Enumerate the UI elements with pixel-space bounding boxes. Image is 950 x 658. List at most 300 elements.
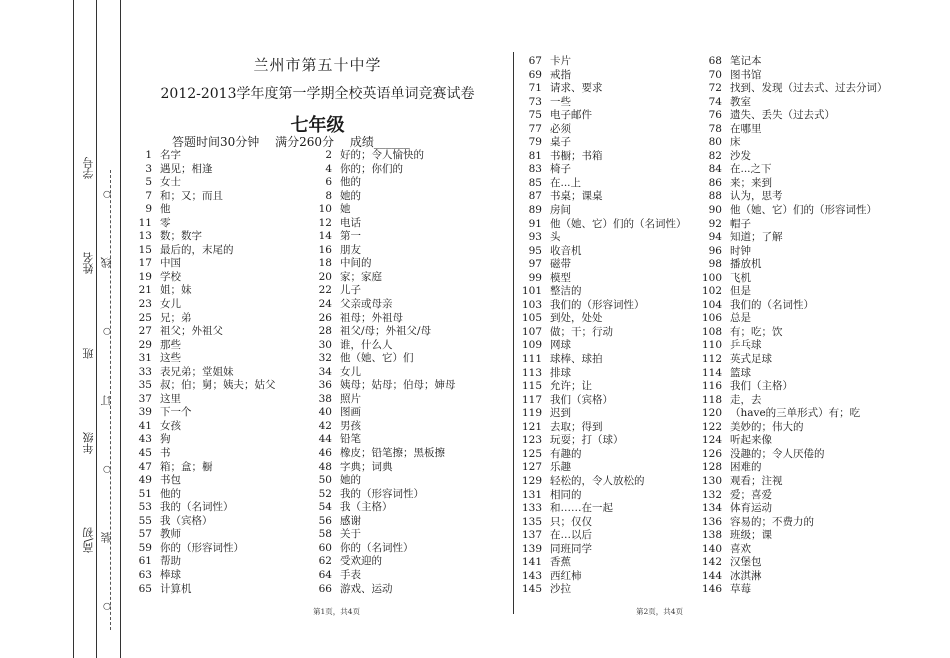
item-meaning: 西红柿	[550, 569, 582, 582]
item-meaning: 玩耍；打（球）	[550, 434, 624, 447]
item-number: 19	[138, 270, 152, 283]
vocab-item	[310, 230, 456, 244]
item-number: 69	[528, 68, 542, 81]
item-meaning: 他的	[160, 487, 181, 500]
item-number: 11	[138, 216, 152, 229]
item-meaning: 兄；弟	[160, 311, 192, 324]
item-number: 114	[701, 366, 722, 379]
vocab-item	[130, 257, 276, 271]
item-meaning: 只；仅仅	[550, 515, 592, 528]
vocab-item	[700, 96, 888, 110]
item-number: 41	[138, 419, 152, 432]
vocab-item	[310, 203, 456, 217]
item-meaning: 美妙的；伟大的	[730, 420, 804, 433]
circle-mark: ○	[102, 326, 112, 337]
page-footer-2: 第2页，共4页	[636, 607, 684, 616]
item-number: 131	[521, 488, 542, 501]
field-grade: 年级	[82, 432, 95, 455]
vocab-item	[700, 448, 888, 462]
item-number: 38	[318, 392, 332, 405]
item-meaning: 知道；了解	[730, 231, 783, 244]
item-meaning: 你的；你们的	[340, 162, 403, 175]
item-number: 106	[701, 312, 722, 325]
item-meaning: 允许；让	[550, 380, 592, 393]
vocab-item	[700, 461, 888, 475]
item-meaning: 在...之下	[730, 163, 772, 176]
vocab-item	[520, 461, 687, 475]
vocab-item	[520, 69, 687, 83]
item-number: 136	[701, 515, 722, 528]
vocab-item	[520, 109, 687, 123]
vocab-item	[520, 163, 687, 177]
circle-mark: ○	[102, 463, 112, 474]
vocab-item	[520, 312, 687, 326]
item-number: 7	[145, 189, 152, 202]
vocab-item	[310, 461, 456, 475]
item-number: 97	[528, 258, 542, 271]
item-number: 76	[708, 109, 722, 122]
vocab-item	[700, 312, 888, 326]
item-meaning: 网球	[550, 339, 571, 352]
item-number: 108	[701, 325, 722, 338]
item-number: 31	[138, 352, 152, 365]
vocab-item	[520, 421, 687, 435]
item-meaning: 到处，处处	[550, 312, 603, 325]
item-meaning: 听起来像	[730, 434, 772, 447]
item-number: 78	[708, 122, 722, 135]
vocab-item	[700, 82, 888, 96]
vocab-item	[700, 339, 888, 353]
item-meaning: 遇见；相逢	[160, 162, 213, 175]
item-number: 116	[701, 380, 722, 393]
item-meaning: 容易的；不费力的	[730, 515, 814, 528]
item-meaning: 汉堡包	[730, 556, 762, 569]
item-meaning: 学校	[160, 270, 181, 283]
item-number: 118	[701, 393, 722, 406]
item-number: 105	[521, 312, 542, 325]
item-meaning: 飞机	[730, 271, 751, 284]
vocab-item	[700, 69, 888, 83]
vocab-item	[130, 163, 276, 177]
item-meaning: 她	[340, 203, 351, 216]
item-number: 53	[138, 501, 152, 514]
vocab-item	[700, 394, 888, 408]
item-meaning: 帮助	[160, 555, 181, 568]
vocab-item	[310, 244, 456, 258]
item-meaning: 女儿	[160, 298, 181, 311]
item-number: 80	[708, 136, 722, 149]
item-number: 10	[318, 203, 332, 216]
item-number: 134	[701, 502, 722, 515]
vocab-item	[700, 299, 888, 313]
word-list-left-a	[130, 149, 276, 596]
item-meaning: 做；干；行动	[550, 325, 613, 338]
item-meaning: 遗失、丢失（过去式）	[730, 109, 835, 122]
item-number: 145	[521, 583, 542, 596]
vocab-item	[310, 325, 456, 339]
vocab-item	[700, 190, 888, 204]
vocab-item	[310, 515, 456, 529]
item-number: 117	[521, 393, 542, 406]
vocab-item	[310, 339, 456, 353]
item-number: 121	[521, 420, 542, 433]
item-number: 109	[521, 339, 542, 352]
vocab-item	[310, 149, 456, 163]
item-number: 70	[708, 68, 722, 81]
item-number: 42	[318, 419, 332, 432]
item-meaning: 有；吃；饮	[730, 325, 783, 338]
field-student-number: 学号	[82, 156, 95, 179]
item-meaning: 他（她、它）们的（形容词性）	[730, 204, 877, 217]
item-meaning: 沙拉	[550, 583, 571, 596]
item-meaning: 房间	[550, 204, 571, 217]
item-meaning: 中国	[160, 257, 181, 270]
vocab-item	[700, 475, 888, 489]
vocab-item	[520, 285, 687, 299]
item-number: 82	[708, 149, 722, 162]
item-number: 9	[145, 203, 152, 216]
item-number: 4	[325, 162, 332, 175]
item-meaning: 这里	[160, 392, 181, 405]
item-number: 29	[138, 338, 152, 351]
item-meaning: 你的（形容词性）	[160, 541, 244, 554]
vocab-item	[520, 407, 687, 421]
vocab-item	[520, 245, 687, 259]
vocab-item	[130, 271, 276, 285]
vocab-item	[310, 528, 456, 542]
item-meaning: 你的（名词性）	[340, 541, 414, 554]
item-number: 67	[528, 55, 542, 67]
item-meaning: 好的；令人愉快的	[340, 149, 424, 161]
vocab-item	[130, 352, 276, 366]
item-meaning: 椅子	[550, 163, 571, 176]
item-meaning: 篮球	[730, 366, 751, 379]
vocab-item	[130, 583, 276, 597]
item-meaning: 女孩	[160, 419, 181, 432]
item-number: 130	[701, 474, 722, 487]
vocab-item	[700, 109, 888, 123]
item-meaning: 受欢迎的	[340, 555, 382, 568]
item-meaning: 数；数字	[160, 230, 202, 243]
item-meaning: 我们（宾格）	[550, 393, 613, 406]
item-number: 28	[318, 325, 332, 338]
item-meaning: 书桌；课桌	[550, 190, 603, 203]
item-meaning: 表兄弟；堂姐妹	[160, 365, 234, 378]
vocab-item	[700, 177, 888, 191]
vocab-item	[700, 326, 888, 340]
vocab-item	[130, 312, 276, 326]
item-meaning: 狗	[160, 433, 171, 446]
vocab-item	[520, 150, 687, 164]
item-meaning: 去取；得到	[550, 420, 603, 433]
item-number: 34	[318, 365, 332, 378]
vocab-item	[700, 285, 888, 299]
vocab-item	[310, 257, 456, 271]
item-number: 126	[701, 447, 722, 460]
vocab-item	[520, 258, 687, 272]
item-number: 102	[701, 285, 722, 298]
item-meaning: 没趣的；令人厌倦的	[730, 447, 825, 460]
item-number: 142	[701, 556, 722, 569]
item-meaning: 认为，思考	[730, 190, 783, 203]
item-number: 52	[318, 487, 332, 500]
item-number: 62	[318, 555, 332, 568]
item-number: 122	[701, 420, 722, 433]
field-level: 高\初	[82, 527, 95, 554]
vocab-item	[310, 217, 456, 231]
vocab-item	[130, 379, 276, 393]
item-meaning: 朋友	[340, 243, 361, 256]
vocab-item	[700, 367, 888, 381]
item-number: 91	[528, 217, 542, 230]
vocab-item	[310, 542, 456, 556]
item-meaning: （have的三单形式）有；吃	[730, 407, 861, 420]
item-number: 140	[701, 542, 722, 555]
vocab-item	[130, 447, 276, 461]
vocab-item	[520, 529, 687, 543]
item-number: 77	[528, 122, 542, 135]
item-number: 128	[701, 461, 722, 474]
item-number: 83	[528, 163, 542, 176]
item-number: 143	[521, 569, 542, 582]
item-number: 85	[528, 176, 542, 189]
item-number: 84	[708, 163, 722, 176]
item-meaning: 感谢	[340, 514, 361, 527]
item-meaning: 我们的（形容词性）	[550, 298, 645, 311]
item-meaning: 零	[160, 216, 171, 229]
vocab-item	[130, 515, 276, 529]
item-meaning: 那些	[160, 338, 181, 351]
item-number: 45	[138, 447, 152, 460]
item-meaning: 字典；词典	[340, 460, 393, 473]
item-number: 74	[708, 95, 722, 108]
item-number: 46	[318, 447, 332, 460]
item-number: 99	[528, 271, 542, 284]
field-class: 班	[82, 347, 95, 359]
item-meaning: 他（她、它）们的（名词性）	[550, 217, 687, 230]
item-meaning: 班级；课	[730, 529, 772, 542]
item-number: 16	[318, 243, 332, 256]
item-meaning: 他（她、它）们	[340, 352, 414, 365]
item-number: 20	[318, 270, 332, 283]
item-number: 57	[138, 528, 152, 541]
vocab-item	[700, 556, 888, 570]
vocab-item	[520, 570, 687, 584]
vocab-item	[520, 556, 687, 570]
vocab-item	[130, 501, 276, 515]
vocab-item	[310, 474, 456, 488]
vocab-item	[130, 420, 276, 434]
score-field: 成绩______	[349, 135, 410, 149]
item-meaning: 我（主格）	[340, 501, 393, 514]
item-number: 5	[145, 176, 152, 189]
item-meaning: 排球	[550, 366, 571, 379]
item-number: 90	[708, 204, 722, 217]
item-meaning: 戒指	[550, 68, 571, 81]
vocab-item	[130, 149, 276, 163]
vocab-item	[130, 284, 276, 298]
vocab-item	[520, 339, 687, 353]
page-divider	[513, 52, 514, 614]
item-meaning: 我们的（名词性）	[730, 298, 814, 311]
item-meaning: 名字	[160, 149, 181, 161]
item-number: 54	[318, 501, 332, 514]
item-number: 120	[701, 407, 722, 420]
item-meaning: 书包	[160, 474, 181, 487]
item-meaning: 英式足球	[730, 353, 772, 366]
vocab-item	[520, 231, 687, 245]
item-number: 95	[528, 244, 542, 257]
vocab-item	[520, 502, 687, 516]
vocab-item	[130, 569, 276, 583]
item-meaning: 手表	[340, 568, 361, 581]
item-number: 98	[708, 258, 722, 271]
vocab-item	[130, 528, 276, 542]
vocab-item	[520, 583, 687, 597]
item-meaning: 我的（名词性）	[160, 501, 234, 514]
item-number: 79	[528, 136, 542, 149]
vocab-item	[130, 203, 276, 217]
page-footer-1: 第1页，共4页	[313, 607, 361, 616]
item-number: 137	[521, 529, 542, 542]
item-meaning: 图画	[340, 406, 361, 419]
seal-char-2: 订	[100, 394, 113, 406]
vocab-item	[520, 543, 687, 557]
vocab-item	[310, 284, 456, 298]
item-meaning: 他的	[340, 176, 361, 189]
item-meaning: 帽子	[730, 217, 751, 230]
item-number: 88	[708, 190, 722, 203]
item-meaning: 父亲或母亲	[340, 298, 393, 311]
item-meaning: 这些	[160, 352, 181, 365]
vocab-item	[700, 150, 888, 164]
item-meaning: 电话	[340, 216, 361, 229]
item-number: 133	[521, 502, 542, 515]
item-number: 17	[138, 257, 152, 270]
item-number: 47	[138, 460, 152, 473]
item-number: 60	[318, 541, 332, 554]
item-meaning: 图书馆	[730, 68, 762, 81]
item-number: 73	[528, 95, 542, 108]
item-number: 135	[521, 515, 542, 528]
vocab-item	[700, 258, 888, 272]
vocab-item	[700, 123, 888, 137]
item-number: 123	[521, 434, 542, 447]
vocab-item	[700, 136, 888, 150]
item-number: 87	[528, 190, 542, 203]
item-number: 49	[138, 474, 152, 487]
vocab-item	[700, 434, 888, 448]
vocab-item	[520, 204, 687, 218]
full-score: 满分260分	[275, 135, 335, 149]
item-number: 66	[318, 582, 332, 595]
item-meaning: 轻松的，令人放松的	[550, 474, 645, 487]
item-number: 72	[708, 82, 722, 95]
vocab-item	[310, 501, 456, 515]
item-meaning: 桌子	[550, 136, 571, 149]
item-meaning: 在哪里	[730, 122, 762, 135]
vocab-item	[700, 245, 888, 259]
item-number: 115	[521, 380, 542, 393]
vocab-item	[130, 433, 276, 447]
item-meaning: 爱；喜爱	[730, 488, 772, 501]
vocab-item	[520, 96, 687, 110]
item-meaning: 来；来到	[730, 176, 772, 189]
item-number: 58	[318, 528, 332, 541]
item-number: 100	[701, 271, 722, 284]
vocab-item	[520, 55, 687, 69]
vocab-item	[520, 190, 687, 204]
item-number: 30	[318, 338, 332, 351]
item-meaning: 卡片	[550, 55, 571, 67]
item-number: 14	[318, 230, 332, 243]
item-number: 48	[318, 460, 332, 473]
vocab-item	[310, 393, 456, 407]
margin-line-binding	[120, 0, 121, 658]
item-meaning: 时钟	[730, 244, 751, 257]
item-meaning: 男孩	[340, 419, 361, 432]
vocab-item	[700, 489, 888, 503]
item-meaning: 磁带	[550, 258, 571, 271]
item-number: 36	[318, 379, 332, 392]
item-meaning: 叔；伯；舅；姨夫；姑父	[160, 379, 276, 392]
vocab-item	[310, 447, 456, 461]
item-meaning: 计算机	[160, 582, 192, 595]
vocab-item	[520, 326, 687, 340]
vocab-item	[310, 583, 456, 597]
vocab-item	[520, 489, 687, 503]
seal-line-labels	[98, 160, 116, 640]
seal-char-1: 装	[100, 531, 113, 543]
item-number: 37	[138, 392, 152, 405]
vocab-item	[130, 461, 276, 475]
vocab-item	[700, 421, 888, 435]
vocab-item	[130, 406, 276, 420]
item-meaning: 体育运动	[730, 502, 772, 515]
item-number: 71	[528, 82, 542, 95]
exam-title: 2012-2013学年度第一学期全校英语单词竞赛试卷	[160, 86, 475, 102]
item-meaning: 收音机	[550, 244, 582, 257]
item-meaning: 电子邮件	[550, 109, 592, 122]
item-meaning: 中间的	[340, 257, 372, 270]
vocab-item	[130, 474, 276, 488]
item-meaning: 走，去	[730, 393, 762, 406]
item-number: 59	[138, 541, 152, 554]
vocab-item	[700, 516, 888, 530]
item-number: 35	[138, 379, 152, 392]
vocab-item	[130, 393, 276, 407]
item-meaning: 祖父/母；外祖父/母	[340, 325, 432, 338]
item-number: 107	[521, 325, 542, 338]
item-number: 32	[318, 352, 332, 365]
vocab-item	[520, 475, 687, 489]
item-number: 56	[318, 514, 332, 527]
item-meaning: 笔记本	[730, 55, 762, 67]
item-meaning: 有趣的	[550, 447, 582, 460]
item-number: 93	[528, 231, 542, 244]
item-number: 125	[521, 447, 542, 460]
item-number: 25	[138, 311, 152, 324]
vocab-item	[520, 367, 687, 381]
vocab-item	[130, 542, 276, 556]
vocab-item	[310, 366, 456, 380]
item-number: 50	[318, 474, 332, 487]
circle-mark: ○	[102, 189, 112, 200]
item-number: 141	[521, 556, 542, 569]
item-meaning: 关于	[340, 528, 361, 541]
vocab-item	[130, 244, 276, 258]
item-number: 55	[138, 514, 152, 527]
